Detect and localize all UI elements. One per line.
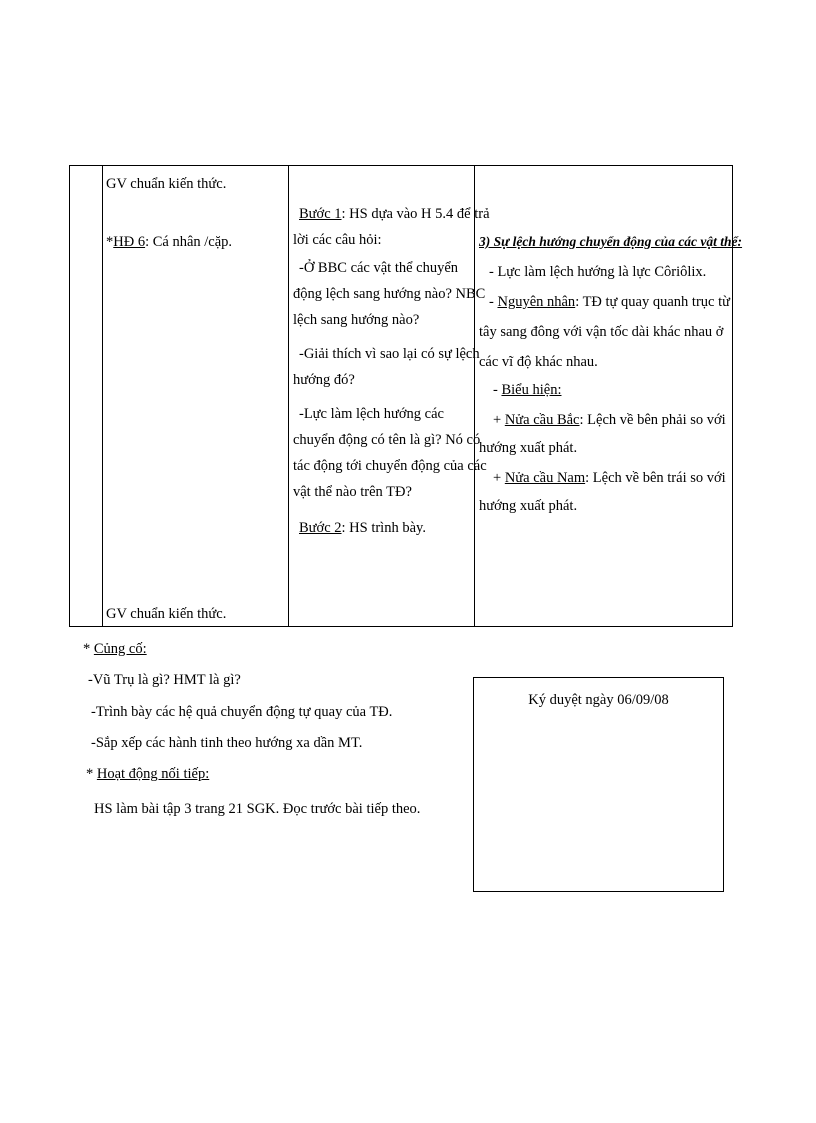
consolidation-item: -Vũ Trụ là gì? HMT là gì? — [88, 672, 241, 688]
content-column — [479, 166, 743, 626]
north-hemisphere-line: + Nửa cầu Bắc: Lệch về bên phải so với — [493, 412, 726, 428]
question-1-line: -Ở BBC các vật thể chuyển — [299, 260, 459, 276]
lesson-table — [69, 165, 743, 627]
question-3-line: chuyển động có tên là gì? Nó có — [293, 432, 481, 448]
question-3-line: -Lực làm lệch hướng các — [299, 406, 444, 422]
force-line: - Lực làm lệch hướng là lực Côriôlix. — [489, 264, 707, 280]
activity-heading: *HĐ 6: Cá nhân /cặp. — [106, 234, 233, 250]
consolidation-title: * Củng cố: — [83, 641, 147, 657]
approval-title: Ký duyệt ngày 06/09/08 — [528, 692, 669, 708]
question-3-line: vật thể nào trên TĐ? — [293, 484, 412, 500]
cause-line-2: tây sang đông với vận tốc dài khác nhau ở — [479, 324, 724, 340]
question-2-line: hướng đó? — [293, 372, 355, 388]
south-hemisphere-line: + Nửa cầu Nam: Lệch về bên trái so với — [493, 470, 726, 486]
manifestation-heading: - Biểu hiện: — [493, 382, 562, 398]
question-1-line: lệch sang hướng nào? — [293, 312, 420, 328]
table-divider — [102, 166, 103, 626]
north-hemisphere-line-2: hướng xuất phát. — [479, 440, 578, 456]
student-column — [293, 166, 490, 626]
section-heading: 3) Sự lệch hướng chuyển động của các vật thể: — [479, 234, 743, 249]
consolidation-item: -Sắp xếp các hành tinh theo hướng xa dần MT. — [91, 735, 363, 751]
teacher-column — [106, 166, 286, 626]
south-hemisphere-line-2: hướng xuất phát. — [479, 498, 578, 514]
step1-line-2: lời các câu hỏi: — [293, 232, 382, 248]
teacher-note-top: GV chuẩn kiến thức. — [106, 176, 227, 192]
consolidation-item: -Trình bày các hệ quả chuyển động tự quay của TĐ. — [91, 704, 393, 720]
question-3-line: tác động tới chuyển động của các — [293, 458, 487, 474]
table-divider — [288, 166, 289, 626]
cause-line-3: các vĩ độ khác nhau. — [479, 354, 598, 370]
step1-line: Bước 1: HS dựa vào H 5.4 để trả — [299, 206, 490, 222]
table-divider — [474, 166, 475, 626]
question-2-line: -Giải thích vì sao lại có sự lệch — [299, 346, 480, 362]
approval-box — [473, 677, 724, 892]
teacher-note-bottom: GV chuẩn kiến thức. — [106, 606, 227, 622]
step2-line: Bước 2: HS trình bày. — [299, 520, 426, 536]
cause-line: - Nguyên nhân: TĐ tự quay quanh trục từ — [489, 294, 730, 310]
question-1-line: động lệch sang hướng nào? NBC — [293, 286, 486, 302]
followup-title: * Hoạt động nối tiếp: — [86, 766, 210, 782]
followup-text: HS làm bài tập 3 trang 21 SGK. Đọc trước bài tiếp theo. — [94, 801, 421, 817]
